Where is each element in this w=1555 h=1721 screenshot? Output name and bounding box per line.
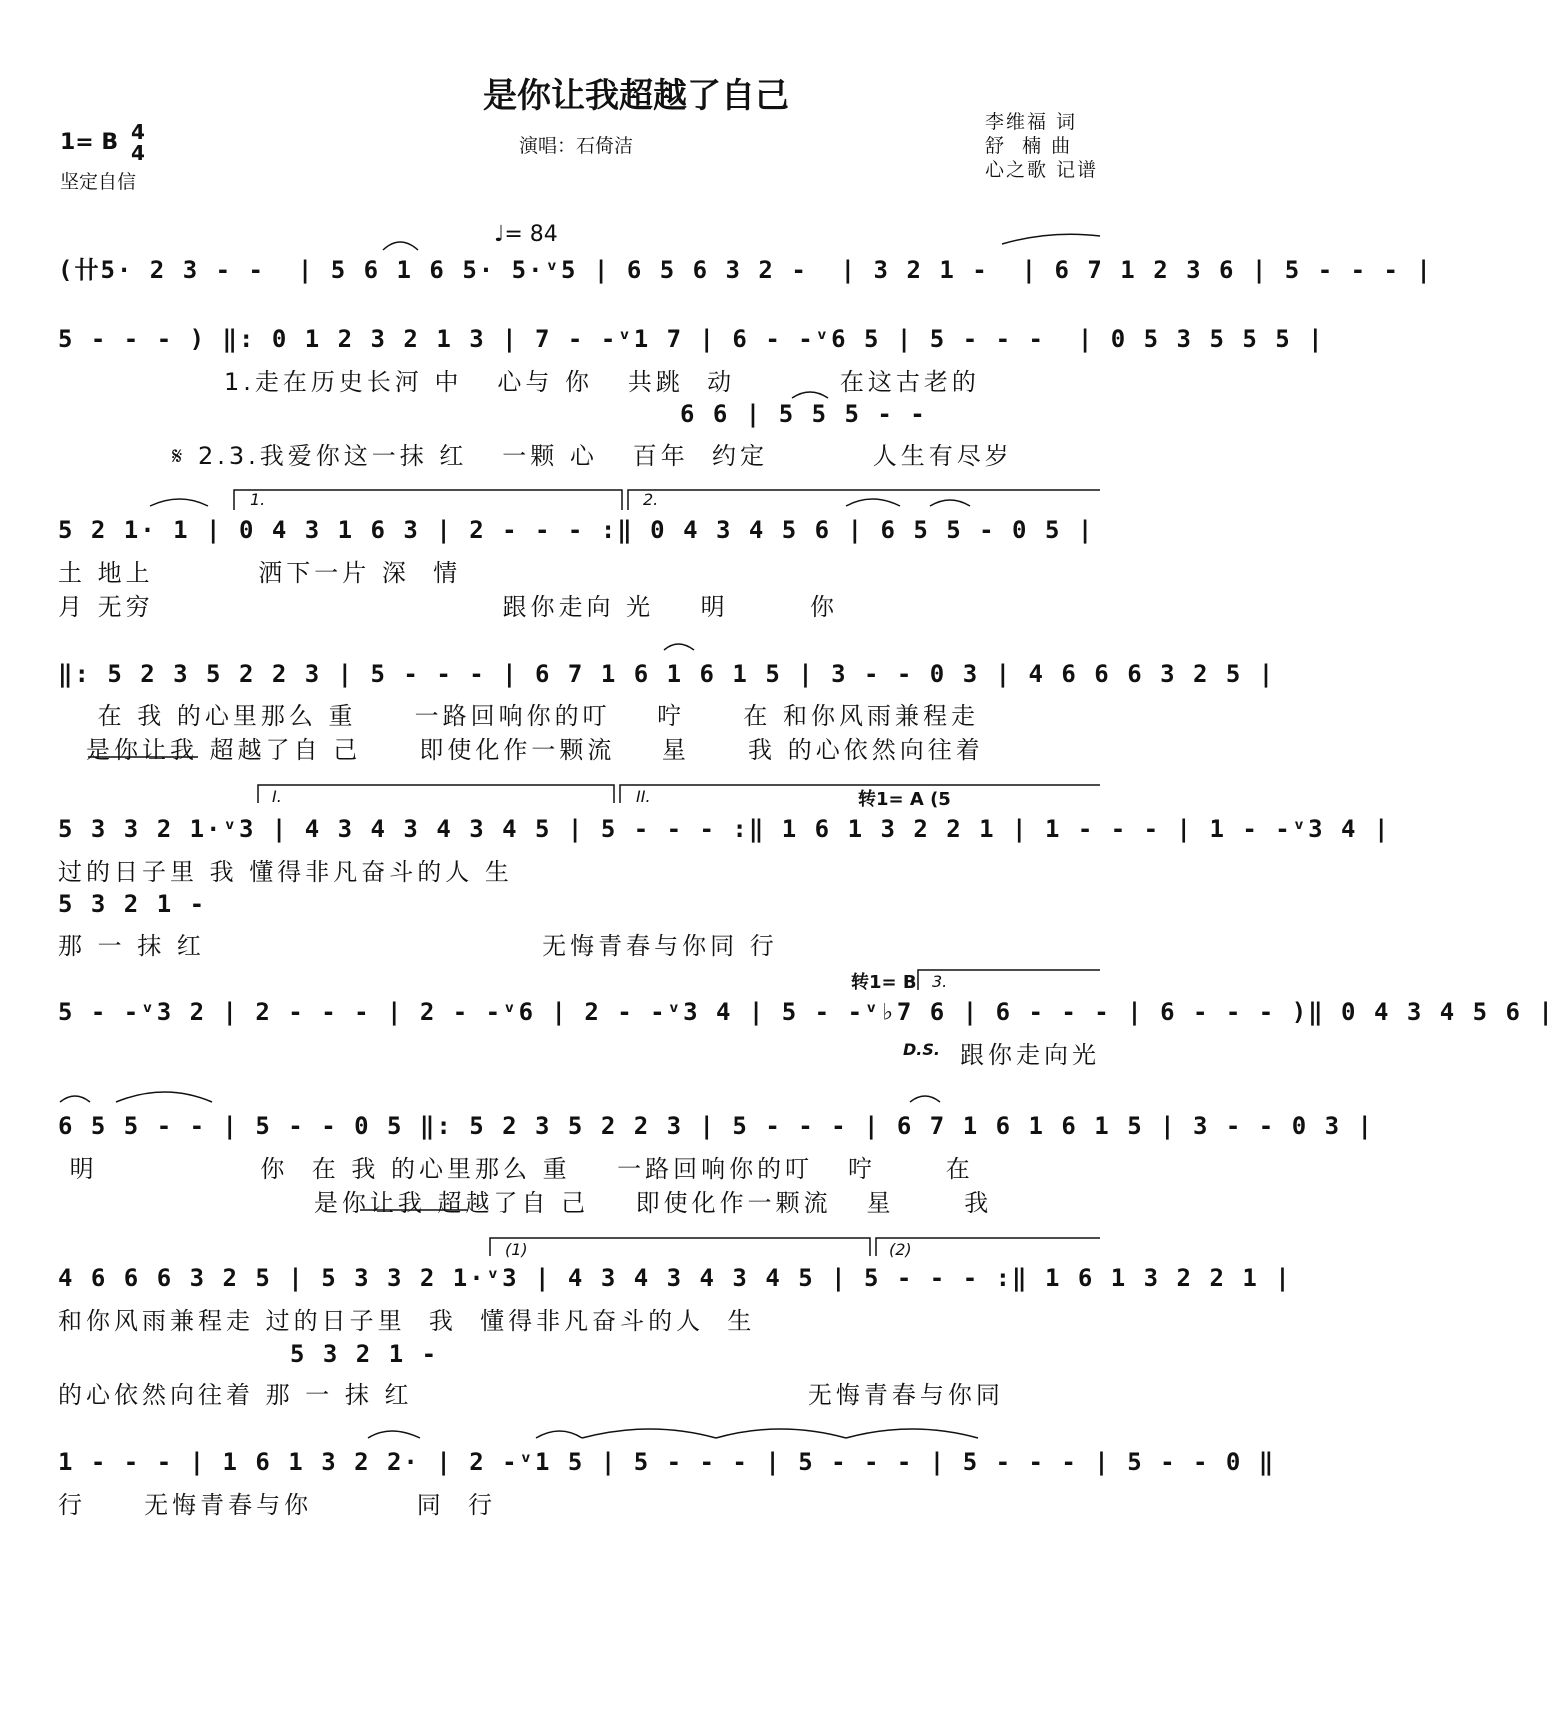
time-signature-top: 4 xyxy=(131,120,145,144)
ending-3-label: 3. xyxy=(932,972,948,991)
slur xyxy=(716,1429,846,1438)
modulation-mark-b: 转1= B xyxy=(851,972,917,993)
sub-notes-line-2: 6 6 | 5 5 5 - - xyxy=(680,400,927,428)
slur xyxy=(846,1429,978,1438)
lyric-line-2a: 1.走在历史长河 中 心与 你 共跳 动 在这古老的 xyxy=(224,368,980,396)
slur xyxy=(60,1096,90,1102)
slur xyxy=(846,499,900,506)
score-line-5: 5 3 3 2 1·ᵛ3 | 4 3 4 3 4 3 4 5 | 5 - - - :‖ 1 6 1 3 2 2 1 | 1 - - - | 1 - -ᵛ3 4 | xyxy=(58,815,1391,843)
score-line-3: 5 2 1· 1 | 0 4 3 1 6 3 | 2 - - - :‖ 0 4 3 4 5 6 | 6 5 5 - 0 5 | xyxy=(58,516,1095,544)
volta-bracket-(2) xyxy=(876,1238,1100,1256)
lyricist: 李维福 词 xyxy=(985,111,1078,133)
slur xyxy=(383,242,418,250)
ending-(2)-label: (2) xyxy=(889,1240,912,1259)
lyric-line-3b: 月 无穷 跟你走向 光 明 你 xyxy=(58,593,839,621)
ending-1-label: 1. xyxy=(250,490,266,509)
composer: 舒 楠 曲 xyxy=(985,135,1073,157)
transcriber: 心之歌 记谱 xyxy=(985,159,1099,181)
lyric-line-9a: 行 无悔青春与你 同 行 xyxy=(58,1491,497,1519)
ending-(1)-label: (1) xyxy=(505,1240,528,1259)
volta-bracket-1 xyxy=(234,490,622,510)
score-line-9: 1 - - - | 1 6 1 3 2 2· | 2 -ᵛ1 5 | 5 - - - | 5 - - - | 5 - - - | 5 - - 0 ‖ xyxy=(58,1448,1276,1476)
tempo-mark: ♩= 84 xyxy=(494,222,558,247)
score-line-1: (卄5· 2 3 - - | 5 6 1 6 5· 5·ᵛ5 | 6 5 6 3 2 - | 3 2 1 - | 6 7 1 2 3 6 | 5 - - - | xyxy=(58,256,1433,284)
score-line-4: ‖: 5 2 3 5 2 2 3 | 5 - - - | 6 7 1 6 1 6 1 5 | 3 - - 0 3 | 4 6 6 6 3 2 5 | xyxy=(58,660,1276,688)
ending-II-label: II. xyxy=(636,787,651,806)
score-line-8: 4 6 6 6 3 2 5 | 5 3 3 2 1·ᵛ3 | 4 3 4 3 4 3 4 5 | 5 - - - :‖ 1 6 1 3 2 2 1 | xyxy=(58,1264,1292,1292)
lyric-line-2b: 𝄋 2.3.我爱你这一抹 红 一颗 心 百年 约定 人生有尽岁 xyxy=(172,442,1013,470)
time-signature-bottom: 4 xyxy=(131,141,145,165)
volta-bracket-(1) xyxy=(490,1238,870,1256)
slur xyxy=(582,1429,716,1438)
slur xyxy=(116,1092,212,1102)
performer: 演唱：石倚洁 xyxy=(519,135,634,157)
score-line-7: 6 5 5 - - | 5 - - 0 5 ‖: 5 2 3 5 2 2 3 | 5 - - - | 6 7 1 6 1 6 1 5 | 3 - - 0 3 | xyxy=(58,1112,1374,1140)
lyric-line-7b: 是你让我 超越了自 己 即使化作一颗流 星 我 xyxy=(58,1189,993,1217)
volta-bracket-3 xyxy=(918,970,1100,990)
lyric-line-7a: 明 你 在 我 的心里那么 重 一路回响你的叮 咛 在 xyxy=(58,1155,974,1183)
lyric-line-5a: 过的日子里 我 懂得非凡奋斗的人 生 xyxy=(58,858,513,886)
lyric-line-3a: 土 地上 洒下一片 深 情 xyxy=(58,559,462,587)
score-line-2: 5 - - - ) ‖: 0 1 2 3 2 1 3 | 7 - -ᵛ1 7 | 6 - -ᵛ6 5 | 5 - - - | 0 5 3 5 5 5 | xyxy=(58,325,1325,353)
sub-notes-line-8: 5 3 2 1 - xyxy=(290,1340,439,1368)
dal-segno-mark: D.S. xyxy=(903,1040,940,1059)
volta-bracket-I xyxy=(258,785,614,803)
expression-mark: 坚定自信 xyxy=(60,171,137,193)
slur xyxy=(1002,234,1100,244)
score-line-6: 5 - -ᵛ3 2 | 2 - - - | 2 - -ᵛ6 | 2 - -ᵛ3 4 | 5 - -ᵛ♭7 6 | 6 - - - | 6 - - - )‖ 0 4 3 4 5 6 | xyxy=(58,998,1555,1026)
song-title: 是你让我超越了自己 xyxy=(483,76,789,116)
volta-bracket-II xyxy=(620,785,1100,803)
modulation-mark-a: 转1= A (5 xyxy=(858,789,951,810)
slur xyxy=(930,500,970,506)
sub-notes-line-5: 5 3 2 1 - xyxy=(58,890,207,918)
slur xyxy=(150,499,208,506)
lyric-line-4a: 在 我 的心里那么 重 一路回响你的叮 咛 在 和你风雨兼程走 xyxy=(86,702,979,730)
ending-2-label: 2. xyxy=(643,490,659,509)
lyric-line-5b: 那 一 抹 红 无悔青春与你同 行 xyxy=(58,932,778,960)
slur xyxy=(368,1431,420,1438)
lyric-line-8a: 和你风雨兼程走 过的日子里 我 懂得非凡奋斗的人 生 xyxy=(58,1307,756,1335)
ending-I-label: I. xyxy=(272,787,282,806)
slur xyxy=(910,1096,940,1102)
slur xyxy=(536,1431,582,1438)
slur xyxy=(792,392,828,398)
lyric-line-4b: 是你让我 超越了自 己 即使化作一颗流 星 我 的心依然向往着 xyxy=(86,736,984,764)
lyric-line-8b: 的心依然向往着 那 一 抹 红 无悔青春与你同 xyxy=(58,1381,1004,1409)
slur xyxy=(664,644,694,650)
lyric-line-6a: 跟你走向光 xyxy=(960,1041,1100,1069)
key-signature: 1= B xyxy=(60,130,119,155)
